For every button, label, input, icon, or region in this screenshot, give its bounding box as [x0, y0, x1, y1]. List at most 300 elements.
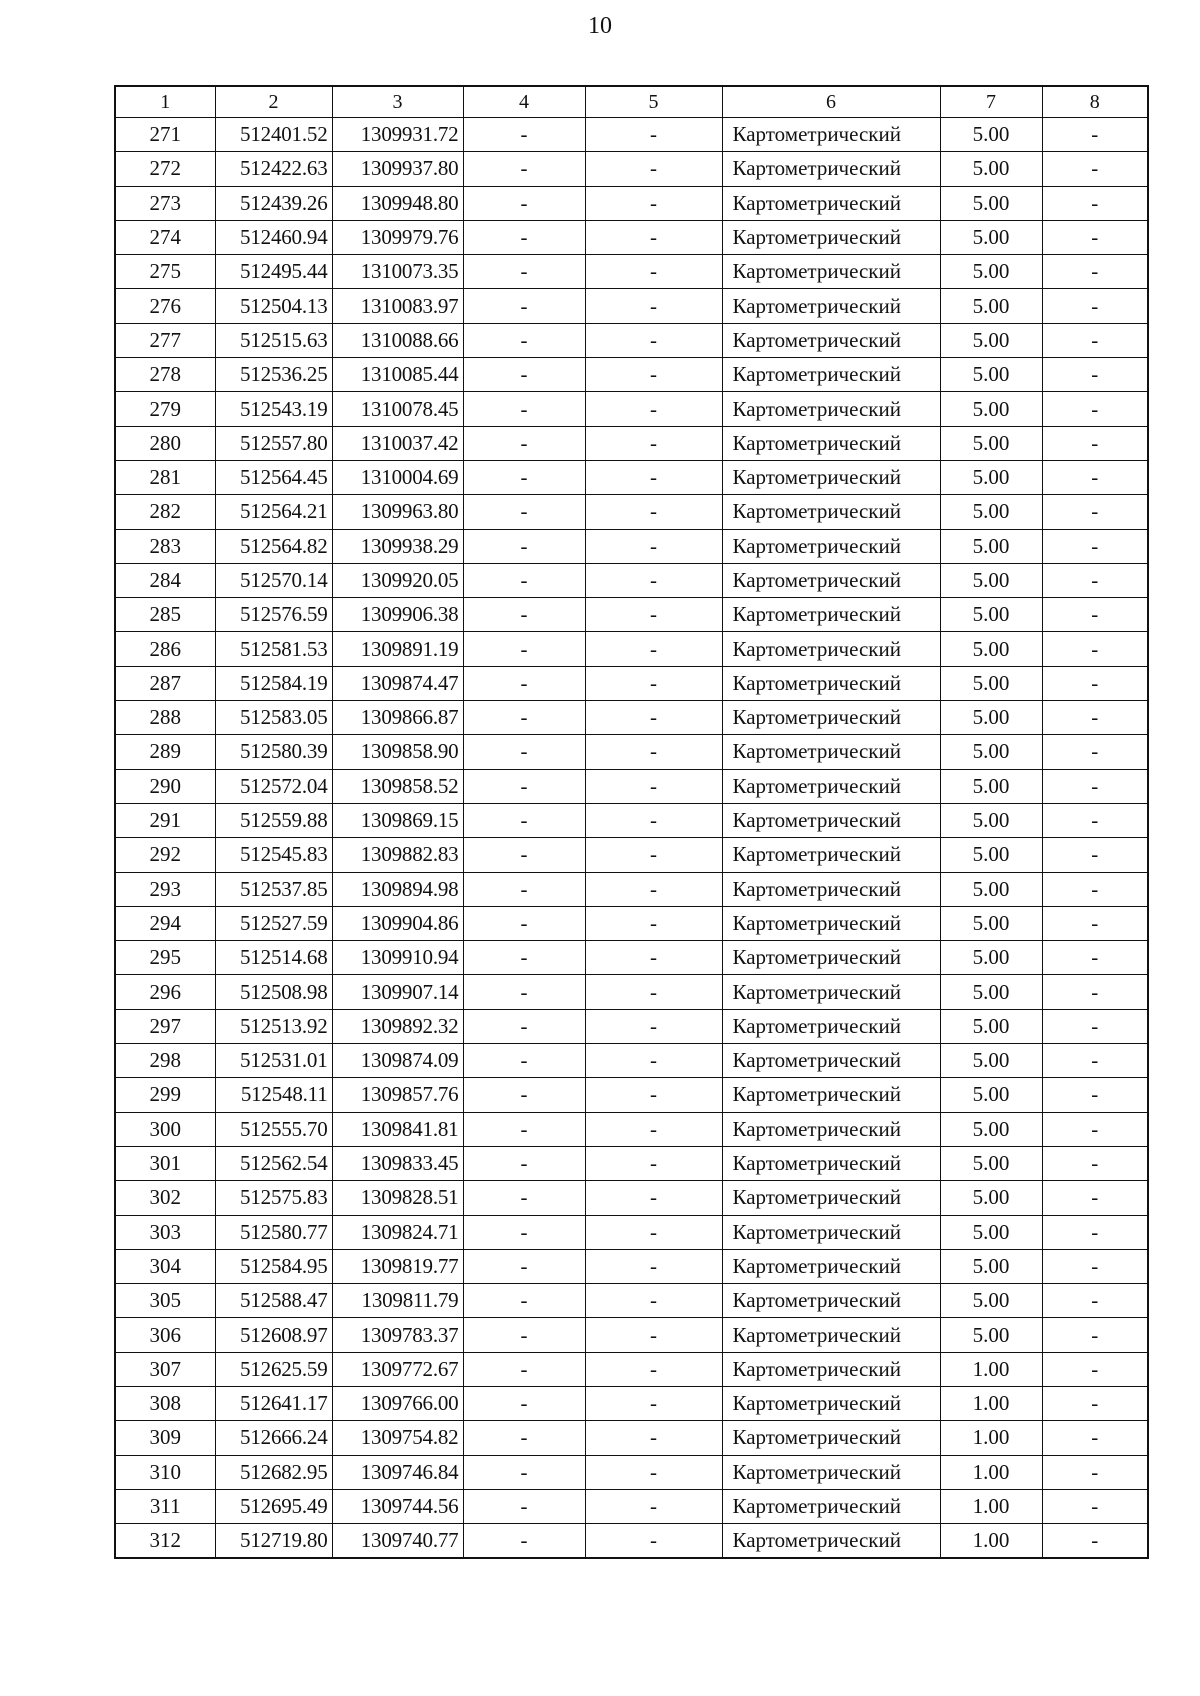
- cell-point-number: 288: [115, 701, 215, 735]
- cell-col-8: -: [1042, 666, 1148, 700]
- cell-y-coordinate: 1309766.00: [332, 1386, 463, 1420]
- cell-col-4: -: [463, 563, 585, 597]
- cell-col-4: -: [463, 803, 585, 837]
- cell-x-coordinate: 512559.88: [215, 803, 332, 837]
- table-row: [115, 1455, 1148, 1489]
- cell-point-number: 280: [115, 426, 215, 460]
- cell-point-number: 305: [115, 1284, 215, 1318]
- cell-y-coordinate: 1310088.66: [332, 323, 463, 357]
- cell-point-number: 311: [115, 1489, 215, 1523]
- cell-method: Картометрический: [722, 1146, 940, 1180]
- cell-col-5: -: [585, 1009, 722, 1043]
- cell-method: Картометрический: [722, 666, 940, 700]
- cell-x-coordinate: 512515.63: [215, 323, 332, 357]
- cell-accuracy: 5.00: [940, 1078, 1042, 1112]
- cell-y-coordinate: 1309931.72: [332, 118, 463, 152]
- cell-y-coordinate: 1310083.97: [332, 289, 463, 323]
- cell-col-4: -: [463, 529, 585, 563]
- cell-accuracy: 5.00: [940, 838, 1042, 872]
- cell-accuracy: 5.00: [940, 769, 1042, 803]
- cell-col-5: -: [585, 495, 722, 529]
- cell-y-coordinate: 1309979.76: [332, 220, 463, 254]
- table-row: [115, 838, 1148, 872]
- cell-col-5: -: [585, 941, 722, 975]
- cell-col-8: -: [1042, 1489, 1148, 1523]
- table-row: [115, 1181, 1148, 1215]
- cell-col-8: -: [1042, 563, 1148, 597]
- cell-accuracy: 5.00: [940, 1112, 1042, 1146]
- cell-y-coordinate: 1309874.09: [332, 1044, 463, 1078]
- cell-y-coordinate: 1309904.86: [332, 906, 463, 940]
- cell-point-number: 302: [115, 1181, 215, 1215]
- cell-col-8: -: [1042, 495, 1148, 529]
- cell-y-coordinate: 1309882.83: [332, 838, 463, 872]
- cell-col-5: -: [585, 803, 722, 837]
- cell-col-8: -: [1042, 598, 1148, 632]
- cell-col-4: -: [463, 1455, 585, 1489]
- cell-y-coordinate: 1309746.84: [332, 1455, 463, 1489]
- cell-accuracy: 5.00: [940, 1284, 1042, 1318]
- cell-col-8: -: [1042, 1146, 1148, 1180]
- cell-col-4: -: [463, 1318, 585, 1352]
- cell-x-coordinate: 512584.95: [215, 1249, 332, 1283]
- table-row: [115, 529, 1148, 563]
- cell-col-5: -: [585, 1249, 722, 1283]
- table-row: [115, 255, 1148, 289]
- cell-col-5: -: [585, 1421, 722, 1455]
- cell-col-4: -: [463, 358, 585, 392]
- table-row: [115, 872, 1148, 906]
- cell-point-number: 301: [115, 1146, 215, 1180]
- cell-col-5: -: [585, 1044, 722, 1078]
- cell-x-coordinate: 512695.49: [215, 1489, 332, 1523]
- cell-method: Картометрический: [722, 460, 940, 494]
- cell-point-number: 297: [115, 1009, 215, 1043]
- cell-y-coordinate: 1309891.19: [332, 632, 463, 666]
- cell-col-4: -: [463, 1215, 585, 1249]
- cell-accuracy: 5.00: [940, 701, 1042, 735]
- cell-col-4: -: [463, 666, 585, 700]
- cell-y-coordinate: 1310078.45: [332, 392, 463, 426]
- cell-point-number: 293: [115, 872, 215, 906]
- cell-point-number: 298: [115, 1044, 215, 1078]
- cell-col-4: -: [463, 1524, 585, 1559]
- cell-method: Картометрический: [722, 289, 940, 323]
- cell-x-coordinate: 512666.24: [215, 1421, 332, 1455]
- coordinates-table: [114, 85, 1149, 1559]
- cell-col-8: -: [1042, 872, 1148, 906]
- cell-y-coordinate: 1309963.80: [332, 495, 463, 529]
- cell-method: Картометрический: [722, 1044, 940, 1078]
- cell-x-coordinate: 512495.44: [215, 255, 332, 289]
- cell-accuracy: 5.00: [940, 460, 1042, 494]
- cell-accuracy: 5.00: [940, 392, 1042, 426]
- cell-col-5: -: [585, 529, 722, 563]
- cell-col-5: -: [585, 872, 722, 906]
- cell-x-coordinate: 512555.70: [215, 1112, 332, 1146]
- header-cell-3: 3: [332, 86, 463, 118]
- header-cell-6: 6: [722, 86, 940, 118]
- cell-y-coordinate: 1309858.90: [332, 735, 463, 769]
- cell-x-coordinate: 512581.53: [215, 632, 332, 666]
- cell-accuracy: 5.00: [940, 735, 1042, 769]
- cell-accuracy: 5.00: [940, 1249, 1042, 1283]
- table-row: [115, 495, 1148, 529]
- cell-col-8: -: [1042, 152, 1148, 186]
- cell-col-4: -: [463, 495, 585, 529]
- cell-method: Картометрический: [722, 872, 940, 906]
- cell-col-5: -: [585, 666, 722, 700]
- cell-method: Картометрический: [722, 1386, 940, 1420]
- table-row: [115, 1044, 1148, 1078]
- table-row: [115, 803, 1148, 837]
- cell-col-8: -: [1042, 1009, 1148, 1043]
- cell-col-8: -: [1042, 1249, 1148, 1283]
- cell-col-8: -: [1042, 118, 1148, 152]
- cell-x-coordinate: 512580.77: [215, 1215, 332, 1249]
- cell-col-8: -: [1042, 701, 1148, 735]
- cell-accuracy: 5.00: [940, 495, 1042, 529]
- cell-method: Картометрический: [722, 529, 940, 563]
- cell-accuracy: 5.00: [940, 255, 1042, 289]
- cell-point-number: 308: [115, 1386, 215, 1420]
- cell-y-coordinate: 1309938.29: [332, 529, 463, 563]
- cell-point-number: 273: [115, 186, 215, 220]
- cell-x-coordinate: 512608.97: [215, 1318, 332, 1352]
- cell-accuracy: 5.00: [940, 220, 1042, 254]
- cell-x-coordinate: 512543.19: [215, 392, 332, 426]
- cell-accuracy: 5.00: [940, 906, 1042, 940]
- cell-point-number: 303: [115, 1215, 215, 1249]
- header-cell-7: 7: [940, 86, 1042, 118]
- cell-col-4: -: [463, 1352, 585, 1386]
- table-row: [115, 1249, 1148, 1283]
- cell-point-number: 283: [115, 529, 215, 563]
- cell-accuracy: 5.00: [940, 1044, 1042, 1078]
- cell-col-5: -: [585, 426, 722, 460]
- cell-col-5: -: [585, 632, 722, 666]
- cell-method: Картометрический: [722, 118, 940, 152]
- cell-col-8: -: [1042, 1455, 1148, 1489]
- cell-y-coordinate: 1309740.77: [332, 1524, 463, 1559]
- cell-col-5: -: [585, 1386, 722, 1420]
- cell-col-8: -: [1042, 1352, 1148, 1386]
- cell-method: Картометрический: [722, 152, 940, 186]
- cell-col-4: -: [463, 906, 585, 940]
- table-row: [115, 1078, 1148, 1112]
- cell-accuracy: 5.00: [940, 426, 1042, 460]
- cell-col-5: -: [585, 460, 722, 494]
- cell-col-4: -: [463, 598, 585, 632]
- cell-col-8: -: [1042, 941, 1148, 975]
- cell-point-number: 290: [115, 769, 215, 803]
- cell-x-coordinate: 512580.39: [215, 735, 332, 769]
- table-row: [115, 220, 1148, 254]
- cell-col-4: -: [463, 941, 585, 975]
- cell-point-number: 294: [115, 906, 215, 940]
- cell-point-number: 291: [115, 803, 215, 837]
- cell-accuracy: 5.00: [940, 563, 1042, 597]
- cell-accuracy: 5.00: [940, 1146, 1042, 1180]
- cell-method: Картометрический: [722, 358, 940, 392]
- cell-y-coordinate: 1309907.14: [332, 975, 463, 1009]
- cell-col-8: -: [1042, 838, 1148, 872]
- cell-col-8: -: [1042, 1112, 1148, 1146]
- table-row: [115, 152, 1148, 186]
- cell-point-number: 279: [115, 392, 215, 426]
- cell-x-coordinate: 512527.59: [215, 906, 332, 940]
- cell-col-8: -: [1042, 220, 1148, 254]
- cell-y-coordinate: 1309811.79: [332, 1284, 463, 1318]
- cell-accuracy: 5.00: [940, 118, 1042, 152]
- table-row: [115, 323, 1148, 357]
- cell-col-4: -: [463, 975, 585, 1009]
- table-row: [115, 426, 1148, 460]
- cell-col-8: -: [1042, 1318, 1148, 1352]
- cell-col-4: -: [463, 838, 585, 872]
- cell-method: Картометрический: [722, 186, 940, 220]
- table-row: [115, 941, 1148, 975]
- cell-col-4: -: [463, 1009, 585, 1043]
- header-cell-8: 8: [1042, 86, 1148, 118]
- cell-x-coordinate: 512460.94: [215, 220, 332, 254]
- cell-y-coordinate: 1309894.98: [332, 872, 463, 906]
- table-row: [115, 1009, 1148, 1043]
- cell-col-4: -: [463, 632, 585, 666]
- cell-col-4: -: [463, 1146, 585, 1180]
- cell-method: Картометрический: [722, 563, 940, 597]
- cell-method: Картометрический: [722, 1455, 940, 1489]
- table-body: [115, 118, 1148, 1559]
- cell-x-coordinate: 512536.25: [215, 358, 332, 392]
- cell-x-coordinate: 512575.83: [215, 1181, 332, 1215]
- cell-col-4: -: [463, 1249, 585, 1283]
- cell-x-coordinate: 512576.59: [215, 598, 332, 632]
- cell-accuracy: 1.00: [940, 1524, 1042, 1559]
- cell-method: Картометрический: [722, 1284, 940, 1318]
- cell-col-5: -: [585, 289, 722, 323]
- cell-point-number: 300: [115, 1112, 215, 1146]
- table-row: [115, 598, 1148, 632]
- cell-col-8: -: [1042, 1044, 1148, 1078]
- cell-col-8: -: [1042, 803, 1148, 837]
- cell-method: Картометрический: [722, 1318, 940, 1352]
- cell-point-number: 271: [115, 118, 215, 152]
- cell-x-coordinate: 512564.45: [215, 460, 332, 494]
- cell-y-coordinate: 1309819.77: [332, 1249, 463, 1283]
- cell-y-coordinate: 1309744.56: [332, 1489, 463, 1523]
- cell-col-4: -: [463, 152, 585, 186]
- table-row: [115, 563, 1148, 597]
- cell-x-coordinate: 512545.83: [215, 838, 332, 872]
- cell-method: Картометрический: [722, 1249, 940, 1283]
- cell-method: Картометрический: [722, 1009, 940, 1043]
- cell-col-5: -: [585, 769, 722, 803]
- cell-accuracy: 5.00: [940, 529, 1042, 563]
- cell-col-8: -: [1042, 1181, 1148, 1215]
- cell-col-4: -: [463, 289, 585, 323]
- cell-col-4: -: [463, 1112, 585, 1146]
- cell-y-coordinate: 1309754.82: [332, 1421, 463, 1455]
- cell-col-8: -: [1042, 1386, 1148, 1420]
- cell-y-coordinate: 1310037.42: [332, 426, 463, 460]
- cell-col-5: -: [585, 975, 722, 1009]
- cell-accuracy: 5.00: [940, 1318, 1042, 1352]
- cell-method: Картометрический: [722, 632, 940, 666]
- cell-method: Картометрический: [722, 975, 940, 1009]
- cell-x-coordinate: 512504.13: [215, 289, 332, 323]
- cell-col-5: -: [585, 1284, 722, 1318]
- cell-y-coordinate: 1309857.76: [332, 1078, 463, 1112]
- cell-point-number: 277: [115, 323, 215, 357]
- cell-y-coordinate: 1309841.81: [332, 1112, 463, 1146]
- cell-x-coordinate: 512531.01: [215, 1044, 332, 1078]
- cell-y-coordinate: 1309772.67: [332, 1352, 463, 1386]
- cell-col-5: -: [585, 255, 722, 289]
- table-row: [115, 632, 1148, 666]
- table-row: [115, 1489, 1148, 1523]
- cell-accuracy: 5.00: [940, 323, 1042, 357]
- cell-y-coordinate: 1309858.52: [332, 769, 463, 803]
- table-row: [115, 1284, 1148, 1318]
- table-row: [115, 906, 1148, 940]
- table-row: [115, 118, 1148, 152]
- cell-method: Картометрический: [722, 426, 940, 460]
- cell-col-4: -: [463, 1181, 585, 1215]
- cell-point-number: 287: [115, 666, 215, 700]
- cell-x-coordinate: 512584.19: [215, 666, 332, 700]
- cell-col-4: -: [463, 872, 585, 906]
- cell-col-8: -: [1042, 323, 1148, 357]
- cell-accuracy: 5.00: [940, 666, 1042, 700]
- cell-accuracy: 1.00: [940, 1455, 1042, 1489]
- table-row: [115, 666, 1148, 700]
- cell-accuracy: 5.00: [940, 632, 1042, 666]
- cell-accuracy: 5.00: [940, 1215, 1042, 1249]
- table-row: [115, 1421, 1148, 1455]
- cell-point-number: 296: [115, 975, 215, 1009]
- cell-col-8: -: [1042, 358, 1148, 392]
- cell-col-8: -: [1042, 392, 1148, 426]
- cell-col-4: -: [463, 1284, 585, 1318]
- cell-accuracy: 5.00: [940, 803, 1042, 837]
- cell-col-8: -: [1042, 255, 1148, 289]
- cell-method: Картометрический: [722, 1078, 940, 1112]
- cell-col-5: -: [585, 1181, 722, 1215]
- cell-x-coordinate: 512625.59: [215, 1352, 332, 1386]
- cell-point-number: 278: [115, 358, 215, 392]
- table-row: [115, 460, 1148, 494]
- cell-x-coordinate: 512422.63: [215, 152, 332, 186]
- cell-point-number: 299: [115, 1078, 215, 1112]
- cell-accuracy: 5.00: [940, 1009, 1042, 1043]
- table-row: [115, 1318, 1148, 1352]
- cell-point-number: 272: [115, 152, 215, 186]
- cell-method: Картометрический: [722, 941, 940, 975]
- cell-method: Картометрический: [722, 838, 940, 872]
- cell-method: Картометрический: [722, 803, 940, 837]
- cell-x-coordinate: 512513.92: [215, 1009, 332, 1043]
- table-row: [115, 1352, 1148, 1386]
- cell-col-4: -: [463, 460, 585, 494]
- cell-point-number: 292: [115, 838, 215, 872]
- cell-col-5: -: [585, 1455, 722, 1489]
- cell-point-number: 307: [115, 1352, 215, 1386]
- table-row: [115, 289, 1148, 323]
- cell-accuracy: 1.00: [940, 1352, 1042, 1386]
- cell-method: Картометрический: [722, 906, 940, 940]
- cell-point-number: 274: [115, 220, 215, 254]
- cell-method: Картометрический: [722, 255, 940, 289]
- cell-x-coordinate: 512557.80: [215, 426, 332, 460]
- cell-accuracy: 5.00: [940, 289, 1042, 323]
- cell-point-number: 309: [115, 1421, 215, 1455]
- cell-y-coordinate: 1310085.44: [332, 358, 463, 392]
- cell-col-5: -: [585, 701, 722, 735]
- cell-col-8: -: [1042, 460, 1148, 494]
- cell-col-4: -: [463, 1489, 585, 1523]
- cell-y-coordinate: 1309833.45: [332, 1146, 463, 1180]
- cell-point-number: 276: [115, 289, 215, 323]
- cell-col-8: -: [1042, 289, 1148, 323]
- cell-y-coordinate: 1309920.05: [332, 563, 463, 597]
- cell-accuracy: 5.00: [940, 598, 1042, 632]
- cell-y-coordinate: 1309937.80: [332, 152, 463, 186]
- cell-x-coordinate: 512401.52: [215, 118, 332, 152]
- cell-col-4: -: [463, 1044, 585, 1078]
- cell-accuracy: 1.00: [940, 1489, 1042, 1523]
- cell-x-coordinate: 512564.82: [215, 529, 332, 563]
- table-row: [115, 1112, 1148, 1146]
- page-number: 10: [588, 13, 612, 39]
- table-row: [115, 1386, 1148, 1420]
- cell-col-5: -: [585, 1318, 722, 1352]
- cell-method: Картометрический: [722, 701, 940, 735]
- cell-y-coordinate: 1309866.87: [332, 701, 463, 735]
- cell-accuracy: 5.00: [940, 941, 1042, 975]
- cell-col-5: -: [585, 563, 722, 597]
- header-cell-4: 4: [463, 86, 585, 118]
- cell-x-coordinate: 512572.04: [215, 769, 332, 803]
- cell-col-4: -: [463, 1078, 585, 1112]
- cell-col-4: -: [463, 186, 585, 220]
- cell-col-8: -: [1042, 769, 1148, 803]
- cell-col-5: -: [585, 186, 722, 220]
- cell-accuracy: 1.00: [940, 1386, 1042, 1420]
- cell-method: Картометрический: [722, 769, 940, 803]
- cell-accuracy: 5.00: [940, 1181, 1042, 1215]
- cell-col-8: -: [1042, 906, 1148, 940]
- cell-point-number: 304: [115, 1249, 215, 1283]
- cell-y-coordinate: 1309824.71: [332, 1215, 463, 1249]
- cell-col-5: -: [585, 1489, 722, 1523]
- cell-y-coordinate: 1309828.51: [332, 1181, 463, 1215]
- cell-col-5: -: [585, 906, 722, 940]
- cell-y-coordinate: 1309892.32: [332, 1009, 463, 1043]
- cell-point-number: 286: [115, 632, 215, 666]
- cell-col-8: -: [1042, 975, 1148, 1009]
- cell-col-5: -: [585, 1146, 722, 1180]
- cell-col-5: -: [585, 1112, 722, 1146]
- cell-col-4: -: [463, 220, 585, 254]
- cell-x-coordinate: 512583.05: [215, 701, 332, 735]
- cell-y-coordinate: 1309783.37: [332, 1318, 463, 1352]
- cell-point-number: 289: [115, 735, 215, 769]
- cell-col-8: -: [1042, 1078, 1148, 1112]
- cell-y-coordinate: 1309910.94: [332, 941, 463, 975]
- cell-method: Картометрический: [722, 1215, 940, 1249]
- cell-point-number: 275: [115, 255, 215, 289]
